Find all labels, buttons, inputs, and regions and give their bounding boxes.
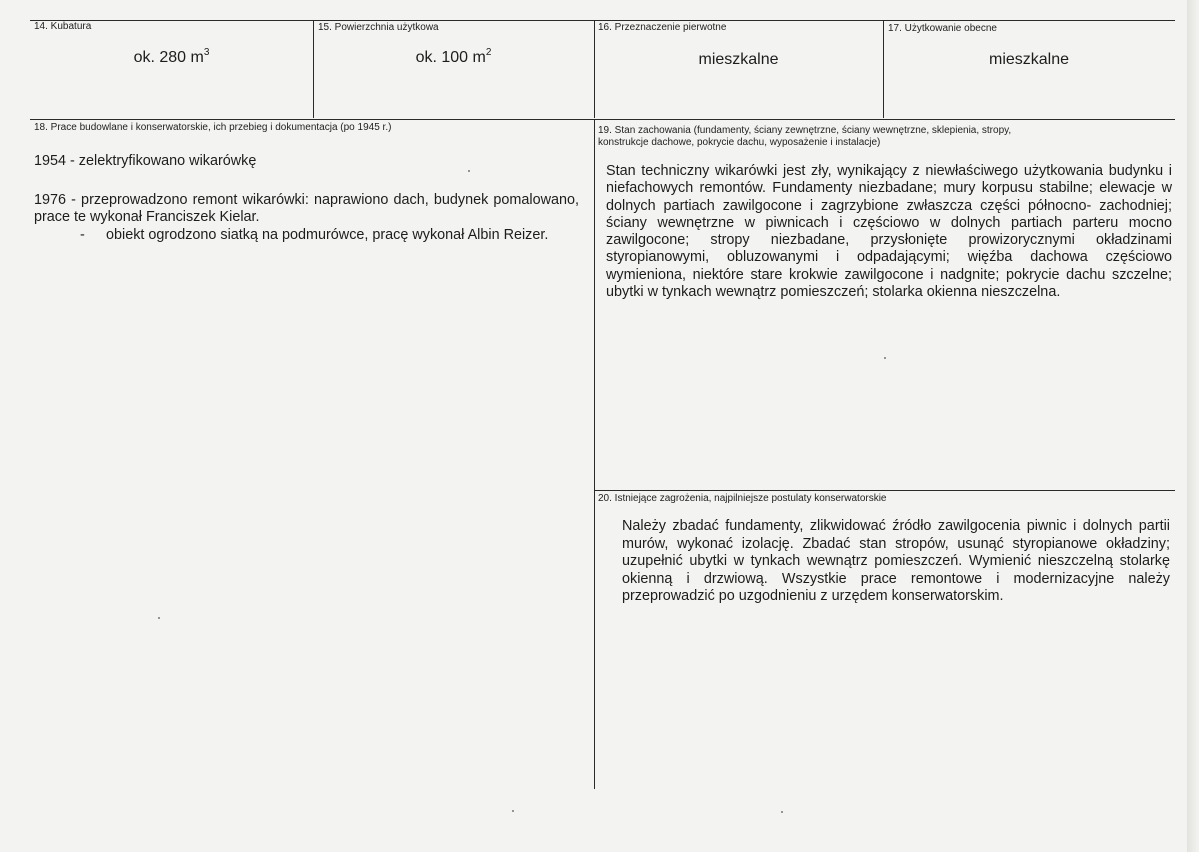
field-18-entry-1954: 1954 - zelektryfikowano wikarówkę	[34, 153, 257, 169]
field-15-value	[313, 48, 594, 68]
field-20-text: Należy zbadać fundamenty, zlikwidować źródło zawilgocenia piwnic i dolnych partii murów, wykonać izolację. Zbadać stan stropów, usunąć styropianowe okładziny; uzupełnić ubytki w tynkach wewnątrz pomieszczeń. Wymienić nieszczelną stolarkę okienną i drzwiową. Wszystkie prace remontowe i modernizacyjne należy przeprowadzić po uzgodnieniu z urzędem konserwatorskim.	[622, 518, 1170, 605]
scan-speck	[884, 357, 886, 359]
field-16-label: 16. Przeznaczenie pierwotne	[598, 22, 727, 33]
field-14-value-exponent: 3	[203, 47, 210, 58]
top-row-border	[30, 20, 1175, 21]
field-18-entry-fence-text: obiekt ogrodzono siatką na podmurówce, pracę wykonał Albin Reizer.	[106, 227, 549, 243]
field-14-label: 14. Kubatura	[34, 21, 92, 32]
field-15-label: 15. Powierzchnia użytkowa	[318, 22, 439, 33]
paper-edge	[1187, 0, 1199, 852]
field-18-entry-fence-dash: -	[80, 227, 85, 243]
field-18-label: 18. Prace budowlane i konserwatorskie, ich przebieg i dokumentacja (po 1945 r.)	[34, 122, 392, 133]
field-14-value-text: ok. 280 m	[133, 49, 204, 66]
field-15-value-text: ok. 100 m	[415, 49, 486, 66]
field-19-text: Stan techniczny wikarówki jest zły, wynikający z niewłaściwego użytkowania budynku i niefachowych remontów. Fundamenty niezbadane; mury korpusu stabilne; elewacje w dolnych partiach zawilgocone i zagrzybione zwłaszcza części północno- zachodniej; ściany wewnętrzne w piwnicach i częściowo w dolnych partiach parteru mocno zawilgocone; stropy niezbadane, przysłonięte prowizorycznymi okładzinami styropianowymi, obluzowanymi i odpadającymi; więźba dachowa częściowo wymieniona, niektóre stare krokwie zawilgocone i nadgnite; pokrycie dachu szczelne; ubytki w tynkach wewnątrz pomieszczeń; stolarka okienna nieszczelna.	[606, 163, 1172, 301]
field-19-label-line2: konstrukcje dachowe, pokrycie dachu, wyposażenie i instalacje)	[598, 137, 881, 148]
field-17-label: 17. Użytkowanie obecne	[888, 23, 997, 34]
field-19-label-line1: 19. Stan zachowania (fundamenty, ściany zewnętrzne, ściany wewnętrzne, sklepienia, stropy,	[598, 125, 1012, 136]
scan-speck	[468, 170, 470, 172]
scan-speck	[158, 617, 160, 619]
scan-speck	[781, 811, 783, 813]
field-16-value: mieszkalne	[698, 51, 779, 68]
field-20-border	[594, 490, 1175, 491]
field-18-entry-1976: 1976 - przeprowadzono remont wikarówki: naprawiono dach, budynek pomalowano, prace te wykonał Franciszek Kielar.	[34, 192, 579, 225]
field-18-entry-fence	[80, 227, 579, 244]
field-14-value	[30, 48, 313, 68]
divider-18-19	[594, 119, 595, 789]
scan-speck	[512, 810, 514, 812]
divider-14-15	[313, 20, 314, 118]
middle-row-border	[30, 119, 1175, 120]
field-15-value-exponent: 2	[485, 47, 492, 58]
field-17-value: mieszkalne	[988, 51, 1070, 68]
field-20-label: 20. Istniejące zagrożenia, najpilniejsze postulaty konserwatorskie	[598, 493, 887, 504]
